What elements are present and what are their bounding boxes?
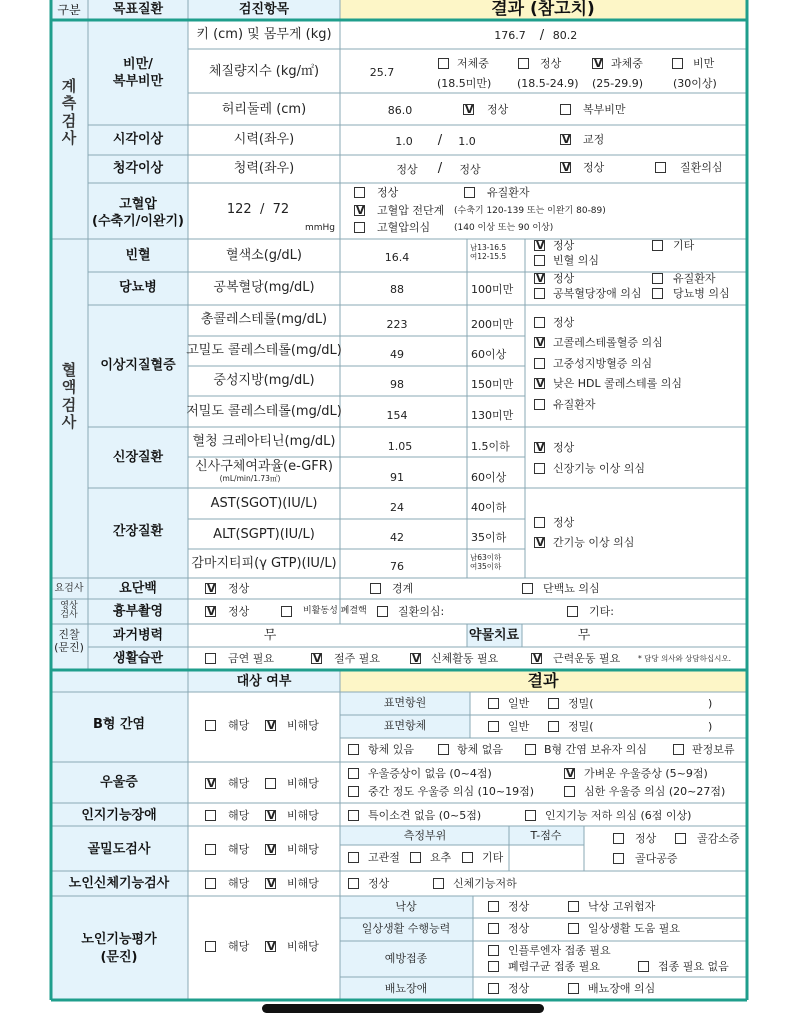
diabetes-ref: 100미만 bbox=[471, 283, 514, 296]
bp-value: 122 / 72 bbox=[226, 202, 290, 217]
anemia-disease: 빈혈 bbox=[125, 248, 151, 263]
fall-risk-label: 낙상 고위험자 bbox=[588, 900, 656, 913]
adl-normal-label: 정상 bbox=[508, 922, 530, 935]
hepb-antibody-label: 표면항체 bbox=[383, 719, 427, 732]
header2-result: 결과 bbox=[527, 671, 559, 690]
hearing-right: 정상 bbox=[459, 163, 481, 176]
habit-drink-label: 절주 필요 bbox=[334, 652, 381, 665]
hepb-pending-checkbox[interactable] bbox=[673, 744, 684, 755]
fall-normal-label: 정상 bbox=[508, 900, 530, 913]
diabetes-ifg-checkbox[interactable] bbox=[534, 288, 545, 299]
bmi-label: 체질량지수 (kg/㎡) bbox=[208, 64, 320, 79]
bp-pre-checkbox[interactable] bbox=[354, 205, 365, 216]
hepb-yes-checkbox[interactable] bbox=[205, 720, 216, 731]
vacc-flu-label: 인플루엔자 접종 필요 bbox=[508, 944, 611, 957]
urin-suspect-label: 배뇨장애 의심 bbox=[588, 982, 656, 995]
habit-muscle-checkbox[interactable] bbox=[531, 653, 542, 664]
urine-normal-checkbox[interactable] bbox=[205, 583, 216, 594]
bone-yes-checkbox[interactable] bbox=[205, 844, 216, 855]
adl-help-label: 일상생활 도움 필요 bbox=[588, 922, 681, 935]
drug-label: 약물치료 bbox=[468, 628, 520, 643]
physical-no-checkbox[interactable] bbox=[265, 878, 276, 889]
bmi-obese-checkbox[interactable] bbox=[672, 58, 683, 69]
depression-no-label: 비해당 bbox=[287, 777, 319, 790]
depression-no-checkbox[interactable] bbox=[265, 778, 276, 789]
adl-label: 일상생활 수행능력 bbox=[361, 922, 451, 935]
diabetes-normal-label: 정상 bbox=[553, 272, 575, 285]
bone-other-checkbox[interactable] bbox=[462, 852, 473, 863]
hearing-normal-label: 정상 bbox=[583, 161, 605, 174]
kidney-suspect-label: 신장기능 이상 의심 bbox=[553, 462, 646, 475]
depression-none-checkbox[interactable] bbox=[348, 768, 359, 779]
lipid-tg-ref: 150미만 bbox=[471, 378, 514, 391]
diabetes-disease: 당뇨병 bbox=[119, 280, 157, 295]
fall-normal-checkbox[interactable] bbox=[488, 901, 499, 912]
depression-severe-checkbox[interactable] bbox=[564, 786, 575, 797]
waist-abdominal-checkbox[interactable] bbox=[560, 104, 571, 115]
kidney-egfr-ref: 60이상 bbox=[471, 471, 507, 484]
hepb-carrier-label: B형 간염 보유자 의심 bbox=[544, 743, 648, 756]
kidney-normal-checkbox[interactable] bbox=[534, 442, 545, 453]
hepb-antigen-precise-checkbox[interactable] bbox=[548, 698, 559, 709]
lipid-disease: 이상지질혈증 bbox=[100, 358, 176, 373]
bp-suspect-ref: (140 이상 또는 90 이상) bbox=[454, 223, 554, 233]
section-urine: 요검사 bbox=[54, 583, 84, 594]
depression-yes-label: 해당 bbox=[228, 777, 250, 790]
physical-decline-checkbox[interactable] bbox=[433, 878, 444, 889]
anemia-ref: 남13-16.5 여12-15.5 bbox=[470, 243, 507, 261]
bone-tscore-label: T-점수 bbox=[530, 829, 562, 842]
physical-no-label: 비해당 bbox=[287, 877, 319, 890]
hepb-antigen-general-checkbox[interactable] bbox=[488, 698, 499, 709]
liver-ggt-label: 감마지티피(γ GTP)(IU/L) bbox=[191, 556, 337, 571]
hepb-yes-label: 해당 bbox=[228, 719, 250, 732]
lipid-hypertg-label: 고중성지방혈증 의심 bbox=[553, 357, 653, 370]
cognitive-yes-label: 해당 bbox=[228, 809, 250, 822]
history-label: 과거병력 bbox=[112, 628, 164, 643]
liver-suspect-checkbox[interactable] bbox=[534, 537, 545, 548]
chest-other-label: 기타: bbox=[589, 605, 614, 618]
chest-tb-label: 비활동성 폐결핵 bbox=[303, 606, 367, 616]
lipid-lowhdl-label: 낮은 HDL 콜레스테롤 의심 bbox=[553, 377, 682, 390]
bmi-under-checkbox[interactable] bbox=[438, 58, 449, 69]
waist-normal-label: 정상 bbox=[487, 103, 509, 116]
urin-normal-checkbox[interactable] bbox=[488, 983, 499, 994]
kidney-suspect-checkbox[interactable] bbox=[534, 463, 545, 474]
diabetes-label: 공복혈당(mg/dL) bbox=[213, 280, 315, 295]
depression-yes-checkbox[interactable] bbox=[205, 778, 216, 789]
chest-normal-label: 정상 bbox=[228, 605, 250, 618]
anemia-other-label: 기타 bbox=[673, 239, 695, 252]
urin-normal-label: 정상 bbox=[508, 982, 530, 995]
anemia-normal-checkbox[interactable] bbox=[534, 240, 545, 251]
liver-ggt-ref: 남63이하 여35이하 bbox=[470, 553, 502, 571]
lipid-tg-label: 중성지방(mg/dL) bbox=[213, 373, 315, 388]
hepb-antibody-close: ) bbox=[708, 720, 713, 733]
bp-patient-checkbox[interactable] bbox=[464, 187, 475, 198]
chest-tb-checkbox[interactable] bbox=[281, 606, 292, 617]
physical-yes-label: 해당 bbox=[228, 877, 250, 890]
bone-no-checkbox[interactable] bbox=[265, 844, 276, 855]
bone-normal-label: 정상 bbox=[635, 832, 657, 845]
hepb-pending-label: 판정보류 bbox=[692, 743, 735, 756]
vacc-pneumo-checkbox[interactable] bbox=[488, 961, 499, 972]
bone-no-label: 비해당 bbox=[287, 843, 319, 856]
anemia-suspect-checkbox[interactable] bbox=[534, 255, 545, 266]
bone-site-label: 측정부위 bbox=[403, 829, 447, 842]
bmi-over-label: 과체중 bbox=[611, 57, 643, 70]
diabetes-patient-checkbox[interactable] bbox=[652, 273, 663, 284]
height-weight-label: 키 (cm) 및 몸무게 (kg) bbox=[196, 27, 332, 42]
bone-osteopenia-checkbox[interactable] bbox=[675, 833, 686, 844]
lipid-normal-checkbox[interactable] bbox=[534, 317, 545, 328]
diabetes-normal-checkbox[interactable] bbox=[534, 273, 545, 284]
kidney-disease: 신장질환 bbox=[112, 450, 164, 465]
lipid-ldl-label: 저밀도 콜레스테롤(mg/dL) bbox=[186, 404, 342, 419]
section-measure: 계 측 검 사 bbox=[61, 77, 77, 147]
chest-suspect-checkbox[interactable] bbox=[377, 606, 388, 617]
bone-hip-checkbox[interactable] bbox=[348, 852, 359, 863]
hepb-no-antibody-label: 항체 없음 bbox=[457, 743, 504, 756]
urine-border-checkbox[interactable] bbox=[370, 583, 381, 594]
hepb-antibody-precise-label: 정밀( bbox=[568, 720, 594, 733]
anemia-normal-label: 정상 bbox=[553, 239, 575, 252]
lipid-total-value: 223 bbox=[386, 318, 408, 331]
header-col-item: 검진항목 bbox=[238, 2, 290, 17]
bmi-over-checkbox[interactable] bbox=[592, 58, 603, 69]
vacc-none-label: 접종 필요 없음 bbox=[658, 960, 729, 973]
liver-ast-label: AST(SGOT)(IU/L) bbox=[210, 496, 318, 511]
bone-yes-label: 해당 bbox=[228, 843, 250, 856]
bmi-obese-range: (30이상) bbox=[673, 77, 717, 90]
history-value: 무 bbox=[263, 628, 277, 643]
habit-drink-checkbox[interactable] bbox=[311, 653, 322, 664]
liver-normal-checkbox[interactable] bbox=[534, 517, 545, 528]
depression-moderate-checkbox[interactable] bbox=[348, 786, 359, 797]
bone-lumbar-label: 요추 bbox=[430, 851, 452, 864]
hepb-antigen-general-label: 일반 bbox=[508, 697, 530, 710]
header-col-section: 구분 bbox=[57, 3, 81, 17]
depression-moderate-label: 중간 정도 우울증 의심 (10~19점) bbox=[368, 785, 535, 798]
vision-corrected-checkbox[interactable] bbox=[560, 134, 571, 145]
bp-unit: mmHg bbox=[305, 223, 336, 233]
bp-normal-label: 정상 bbox=[377, 186, 399, 199]
hearing-disease: 청각이상 bbox=[112, 161, 164, 176]
anemia-value: 16.4 bbox=[384, 251, 410, 264]
urin-label: 배뇨장애 bbox=[384, 982, 428, 995]
habit-activity-label: 신체활동 필요 bbox=[431, 652, 499, 665]
bone-other-label: 기타 bbox=[482, 851, 504, 864]
depression-none-label: 우울증상이 없음 (0~4점) bbox=[368, 767, 492, 780]
vision-sep: / bbox=[437, 133, 443, 148]
waist-label: 허리둘레 (cm) bbox=[221, 102, 307, 117]
physical-normal-label: 정상 bbox=[368, 877, 390, 890]
kidney-egfr-unit: (mL/min/1.73㎡) bbox=[219, 474, 281, 483]
adl-normal-checkbox[interactable] bbox=[488, 923, 499, 934]
hepb-antibody-precise-checkbox[interactable] bbox=[548, 721, 559, 732]
section-consult: 진찰 (문진) bbox=[54, 628, 84, 655]
depression-label: 우울증 bbox=[100, 775, 138, 790]
physical-label: 노인신체기능검사 bbox=[68, 876, 170, 891]
diabetes-ifg-label: 공복혈당장애 의심 bbox=[553, 287, 642, 300]
chest-other-checkbox[interactable] bbox=[567, 606, 578, 617]
height-weight-sep: / bbox=[539, 28, 545, 43]
hepb-has-antibody-checkbox[interactable] bbox=[348, 744, 359, 755]
depression-severe-label: 심한 우울증 의심 (20~27점) bbox=[584, 785, 726, 798]
bone-hip-label: 고관절 bbox=[368, 851, 400, 864]
vision-label: 시력(좌우) bbox=[233, 132, 295, 147]
anemia-label: 혈색소(g/dL) bbox=[226, 248, 302, 263]
vision-left: 1.0 bbox=[395, 135, 413, 148]
bone-lumbar-checkbox[interactable] bbox=[410, 852, 421, 863]
hepb-label: B형 간염 bbox=[92, 717, 146, 732]
kidney-creatinine-ref: 1.5이하 bbox=[471, 440, 510, 453]
lipid-hdl-label: 고밀도 콜레스테롤(mg/dL) bbox=[186, 343, 342, 358]
waist-abdominal-label: 복부비만 bbox=[583, 103, 626, 116]
section-blood: 혈 액 검 사 bbox=[61, 361, 77, 431]
adl-help-checkbox[interactable] bbox=[568, 923, 579, 934]
liver-ggt-value: 76 bbox=[390, 560, 404, 573]
cognitive-normal-checkbox[interactable] bbox=[348, 810, 359, 821]
kidney-normal-label: 정상 bbox=[553, 441, 575, 454]
header2-target: 대상 여부 bbox=[236, 674, 292, 689]
liver-ast-value: 24 bbox=[390, 501, 404, 514]
bp-patient-label: 유질환자 bbox=[487, 186, 530, 199]
hepb-antigen-precise-label: 정밀( bbox=[568, 697, 594, 710]
kidney-creatinine-value: 1.05 bbox=[387, 440, 413, 453]
lipid-hdl-value: 49 bbox=[390, 348, 404, 361]
lipid-total-ref: 200미만 bbox=[471, 318, 514, 331]
bone-label: 골밀도검사 bbox=[87, 842, 151, 857]
cognitive-no-checkbox[interactable] bbox=[265, 810, 276, 821]
drug-value: 무 bbox=[577, 628, 591, 643]
liver-disease: 간장질환 bbox=[112, 524, 164, 539]
urine-suspect-checkbox[interactable] bbox=[522, 583, 533, 594]
lipid-hyperchol-label: 고콜레스테롤혈증 의심 bbox=[553, 336, 663, 349]
bmi-under-range: (18.5미만) bbox=[437, 77, 492, 90]
habit-smoke-label: 금연 필요 bbox=[228, 652, 275, 665]
hearing-left: 정상 bbox=[396, 163, 418, 176]
header-bg bbox=[51, 0, 340, 20]
fall-label: 낙상 bbox=[395, 900, 417, 913]
chest-suspect-label: 질환의심: bbox=[398, 605, 445, 618]
lipid-tg-value: 98 bbox=[390, 378, 404, 391]
bp-normal-checkbox[interactable] bbox=[354, 187, 365, 198]
liver-alt-label: ALT(SGPT)(IU/L) bbox=[213, 527, 315, 542]
lipid-patient-label: 유질환자 bbox=[553, 398, 596, 411]
waist-normal-checkbox[interactable] bbox=[463, 104, 474, 115]
bp-suspect-checkbox[interactable] bbox=[354, 222, 365, 233]
liver-suspect-label: 간기능 이상 의심 bbox=[553, 536, 635, 549]
physical-decline-label: 신체기능저하 bbox=[453, 877, 517, 890]
anemia-suspect-label: 빈혈 의심 bbox=[553, 254, 600, 267]
physical-yes-checkbox[interactable] bbox=[205, 878, 216, 889]
bmi-over-range: (25-29.9) bbox=[592, 77, 644, 90]
bp-suspect-label: 고혈압의심 bbox=[377, 221, 431, 234]
vision-disease: 시각이상 bbox=[112, 132, 164, 147]
bp-pre-label: 고혈압 전단계 bbox=[377, 204, 445, 217]
liver-normal-label: 정상 bbox=[553, 516, 575, 529]
lipid-ldl-value: 154 bbox=[386, 409, 408, 422]
urine-suspect-label: 단백뇨 의심 bbox=[543, 582, 600, 595]
home-indicator[interactable] bbox=[262, 1004, 544, 1013]
urine-disease: 요단백 bbox=[119, 581, 157, 596]
bp-disease: 고혈압 (수축기/이완기) bbox=[92, 197, 184, 229]
lipid-total-label: 총콜레스테롤(mg/dL) bbox=[200, 312, 328, 327]
elderly-label: 노인기능평가 (문진) bbox=[81, 932, 157, 966]
hepb-antigen-close: ) bbox=[708, 697, 713, 710]
elderly-no-checkbox[interactable] bbox=[265, 941, 276, 952]
bone-osteopenia-label: 골감소증 bbox=[697, 832, 740, 845]
depression-mild-label: 가벼운 우울증상 (5~9점) bbox=[584, 767, 708, 780]
chest-disease: 흉부촬영 bbox=[112, 604, 164, 619]
lipid-hyperchol-checkbox[interactable] bbox=[534, 337, 545, 348]
hepb-no-antibody-checkbox[interactable] bbox=[438, 744, 449, 755]
hearing-label: 청력(좌우) bbox=[233, 161, 295, 176]
hearing-disease-checkbox[interactable] bbox=[655, 162, 666, 173]
habits-note: * 담당 의사와 상담하십시오. bbox=[638, 654, 731, 663]
hepb-antibody-general-label: 일반 bbox=[508, 720, 530, 733]
physical-normal-checkbox[interactable] bbox=[348, 878, 359, 889]
habit-muscle-label: 근력운동 필요 bbox=[553, 652, 621, 665]
bmi-value: 25.7 bbox=[369, 66, 395, 79]
header-col-disease: 목표질환 bbox=[112, 2, 164, 17]
urine-border-label: 경계 bbox=[392, 582, 414, 595]
elderly-no-label: 비해당 bbox=[287, 940, 319, 953]
hepb-antigen-label: 표면항원 bbox=[383, 696, 427, 709]
kidney-egfr-label: 신사구체여과율(e-GFR) bbox=[195, 459, 333, 474]
disease-col-bg-top bbox=[88, 20, 188, 670]
lipid-ldl-ref: 130미만 bbox=[471, 409, 514, 422]
elderly-yes-checkbox[interactable] bbox=[205, 941, 216, 952]
kidney-creatinine-label: 혈청 크레아티닌(mg/dL) bbox=[192, 434, 336, 449]
liver-alt-value: 42 bbox=[390, 531, 404, 544]
lipid-normal-label: 정상 bbox=[553, 316, 575, 329]
vision-right: 1.0 bbox=[458, 135, 476, 148]
section-xray: 영상 검사 bbox=[60, 601, 78, 620]
cognitive-normal-label: 특이소견 없음 (0~5점) bbox=[368, 809, 482, 822]
bmi-normal-label: 정상 bbox=[540, 57, 562, 70]
liver-alt-ref: 35이하 bbox=[471, 531, 507, 544]
hepb-no-label: 비해당 bbox=[287, 719, 319, 732]
urine-normal-label: 정상 bbox=[228, 582, 250, 595]
fall-risk-checkbox[interactable] bbox=[568, 901, 579, 912]
waist-value: 86.0 bbox=[387, 104, 413, 117]
obesity-disease: 비만/ 복부비만 bbox=[112, 57, 164, 89]
diabetes-patient-label: 유질환자 bbox=[673, 272, 716, 285]
cognitive-no-label: 비해당 bbox=[287, 809, 319, 822]
header-col-result: 결과 (참고치) bbox=[491, 0, 595, 19]
kidney-egfr-value: 91 bbox=[390, 471, 404, 484]
bmi-normal-range: (18.5-24.9) bbox=[517, 77, 579, 90]
bone-osteoporosis-checkbox[interactable] bbox=[613, 853, 624, 864]
habit-smoke-checkbox[interactable] bbox=[205, 653, 216, 664]
cognitive-yes-checkbox[interactable] bbox=[205, 810, 216, 821]
vacc-flu-checkbox[interactable] bbox=[488, 945, 499, 956]
habits-label: 생활습관 bbox=[112, 651, 164, 666]
vacc-none-checkbox[interactable] bbox=[638, 961, 649, 972]
elderly-yes-label: 해당 bbox=[228, 940, 250, 953]
diabetes-suspect-checkbox[interactable] bbox=[652, 288, 663, 299]
depression-mild-checkbox[interactable] bbox=[564, 768, 575, 779]
cognitive-decline-checkbox[interactable] bbox=[525, 810, 536, 821]
lipid-patient-checkbox[interactable] bbox=[534, 399, 545, 410]
hepb-antibody-general-checkbox[interactable] bbox=[488, 721, 499, 732]
height-value: 176.7 bbox=[494, 29, 526, 42]
chest-normal-checkbox[interactable] bbox=[205, 606, 216, 617]
weight-value: 80.2 bbox=[552, 29, 578, 42]
hearing-disease-label: 질환의심 bbox=[680, 161, 723, 174]
hearing-normal-checkbox[interactable] bbox=[560, 162, 571, 173]
vacc-label: 예방접종 bbox=[384, 952, 428, 965]
bmi-obese-label: 비만 bbox=[693, 57, 715, 70]
vision-corrected-label: 교정 bbox=[583, 133, 605, 146]
lipid-hypertg-checkbox[interactable] bbox=[534, 358, 545, 369]
cognitive-decline-label: 인지기능 저하 의심 (6점 이상) bbox=[545, 809, 692, 822]
hepb-has-antibody-label: 항체 있음 bbox=[368, 743, 415, 756]
bmi-under-label: 저체중 bbox=[457, 57, 489, 70]
hepb-carrier-checkbox[interactable] bbox=[525, 744, 536, 755]
lipid-lowhdl-checkbox[interactable] bbox=[534, 378, 545, 389]
bp-pre-ref: (수축기 120-139 또는 이완기 80-89) bbox=[454, 206, 606, 216]
diabetes-value: 88 bbox=[390, 283, 404, 296]
bone-normal-checkbox[interactable] bbox=[613, 833, 624, 844]
cognitive-label: 인지기능장애 bbox=[81, 808, 157, 823]
bone-osteoporosis-label: 골다공증 bbox=[635, 852, 678, 865]
habit-activity-checkbox[interactable] bbox=[410, 653, 421, 664]
vacc-pneumo-label: 폐렴구균 접종 필요 bbox=[508, 960, 601, 973]
anemia-other-checkbox[interactable] bbox=[652, 240, 663, 251]
diabetes-suspect-label: 당뇨병 의심 bbox=[673, 287, 730, 300]
urin-suspect-checkbox[interactable] bbox=[568, 983, 579, 994]
hepb-no-checkbox[interactable] bbox=[265, 720, 276, 731]
bmi-normal-checkbox[interactable] bbox=[518, 58, 529, 69]
lipid-hdl-ref: 60이상 bbox=[471, 348, 507, 361]
hearing-sep: / bbox=[437, 161, 443, 176]
liver-ast-ref: 40이하 bbox=[471, 501, 507, 514]
